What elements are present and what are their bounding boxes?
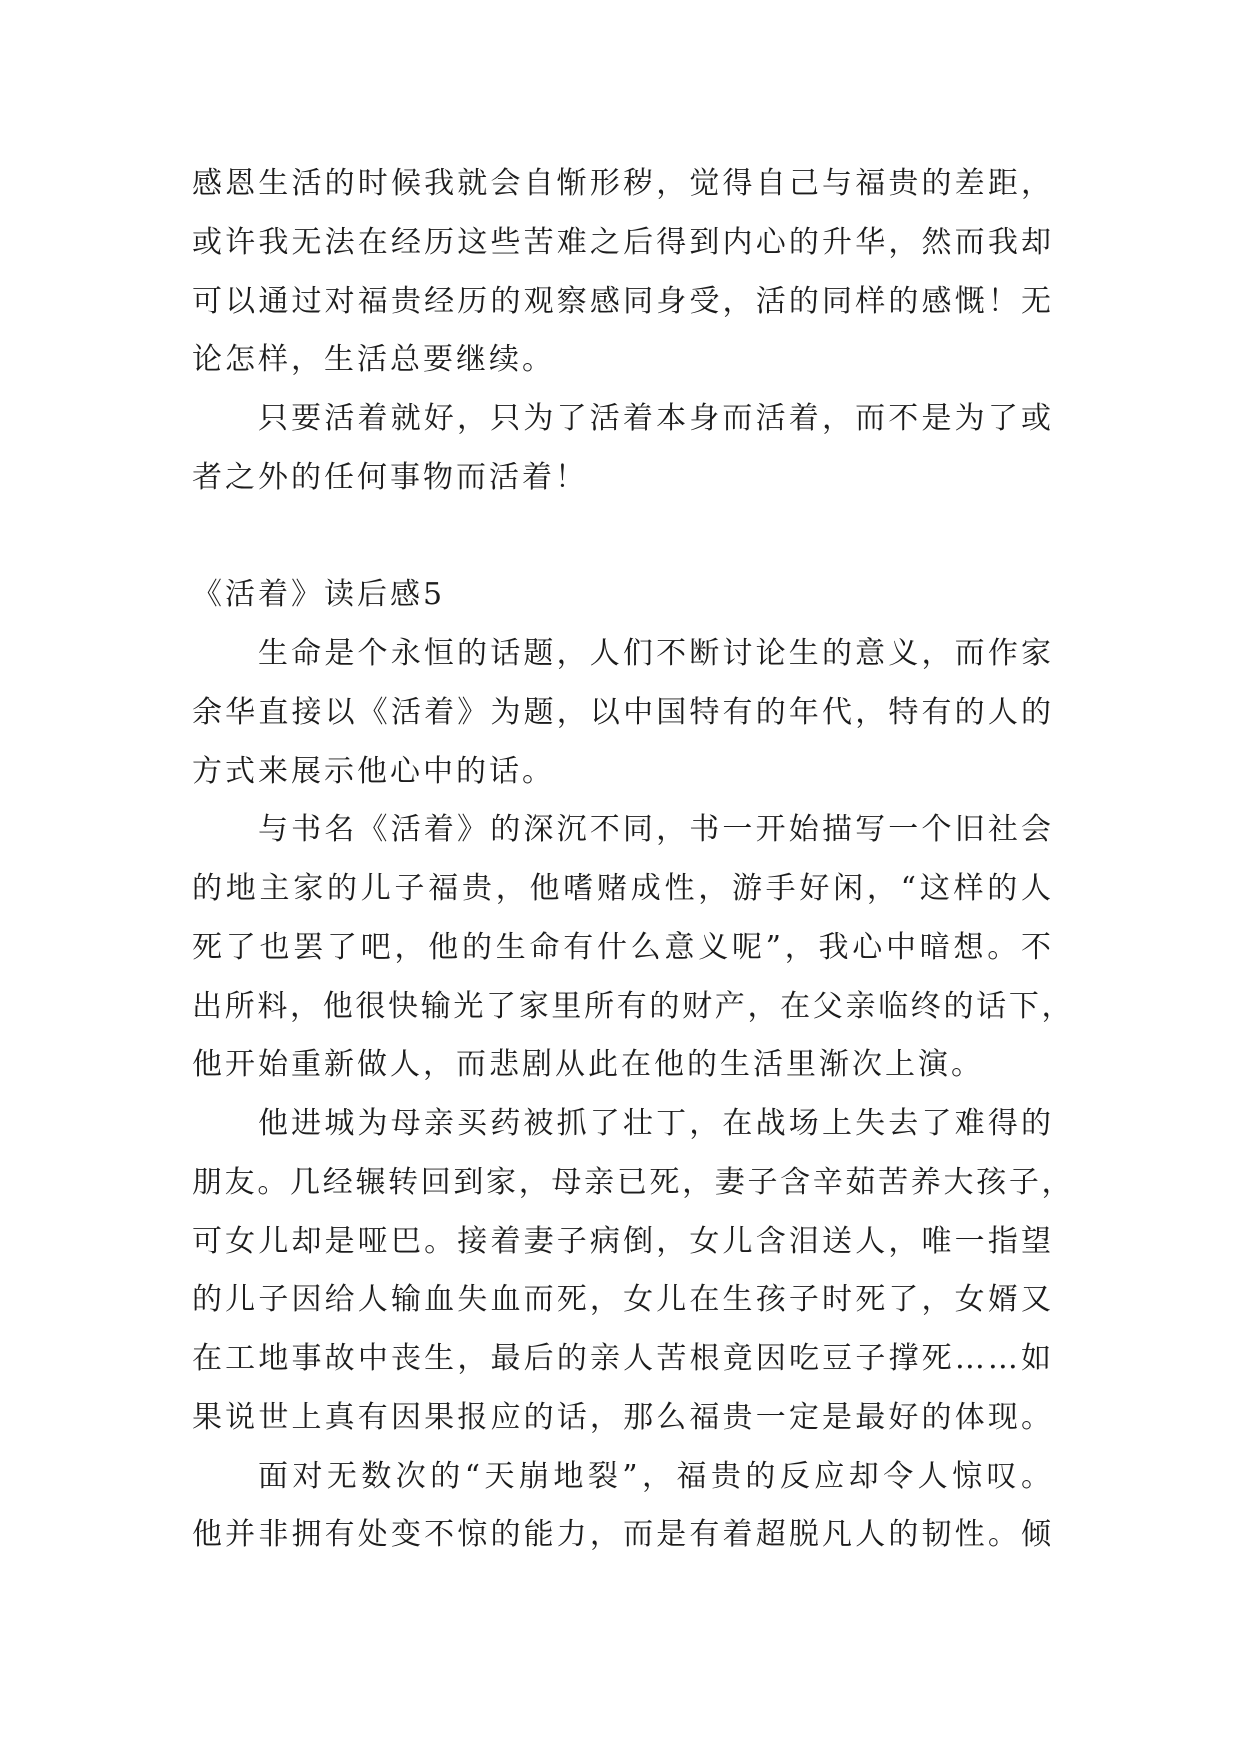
paragraph xyxy=(192,625,1082,801)
text-line: 方式来展示他心中的话。 xyxy=(192,753,555,789)
paragraph xyxy=(192,390,1082,508)
text-line: 面对无数次的“天崩地裂”，福贵的反应却令人惊叹。 xyxy=(258,1458,1054,1494)
text-line: 可女儿却是哑巴。接着妻子病倒，女儿含泪送人，唯一指望 xyxy=(192,1223,1054,1259)
text-line: 与书名《活着》的深沉不同，书一开始描写一个旧社会 xyxy=(258,812,1054,848)
text-line: 余华直接以《活着》为题，以中国特有的年代，特有的人的 xyxy=(192,694,1054,730)
text-line: 生命是个永恒的话题，人们不断讨论生的意义，而作家 xyxy=(258,636,1054,671)
text-line: 论怎样，生活总要继续。 xyxy=(192,342,555,378)
text-line: 死了也罢了吧，他的生命有什么意义呢”，我心中暗想。不 xyxy=(192,929,1054,965)
paragraph xyxy=(192,1095,1082,1448)
text-line: 出所料，他很快输光了家里所有的财产，在父亲临终的话下， xyxy=(192,988,1074,1024)
text-line: 可以通过对福贵经历的观察感同身受，活的同样的感慨！无 xyxy=(192,283,1054,319)
paragraph xyxy=(192,1448,1082,1566)
text-line: 在工地事故中丧生，最后的亲人苦根竟因吃豆子撑死……如 xyxy=(192,1341,1054,1376)
text-line: 朋友。几经辗转回到家，母亲已死，妻子含辛茹苦养大孩子， xyxy=(192,1164,1074,1200)
text-line: 者之外的任何事物而活着！ xyxy=(192,459,588,495)
text-line: 他开始重新做人，而悲剧从此在他的生活里渐次上演。 xyxy=(192,1047,984,1083)
text-line: 或许我无法在经历这些苦难之后得到内心的升华，然而我却 xyxy=(192,224,1054,260)
paragraph xyxy=(192,155,1082,390)
text-line: 果说世上真有因果报应的话，那么福贵一定是最好的体现。 xyxy=(192,1399,1054,1435)
paragraph xyxy=(192,801,1082,1095)
text-line: 他并非拥有处变不惊的能力，而是有着超脱凡人的韧性。倾 xyxy=(192,1517,1054,1553)
text-line: 只要活着就好，只为了活着本身而活着，而不是为了或 xyxy=(258,401,1054,436)
document-page xyxy=(192,155,1082,1565)
blank-line xyxy=(192,508,1054,567)
section-heading: 《活着》读后感5 xyxy=(192,577,446,613)
text-line: 感恩生活的时候我就会自惭形秽，觉得自己与福贵的差距， xyxy=(192,166,1054,201)
text-line: 的儿子因给人输血失血而死，女儿在生孩子时死了，女婿又 xyxy=(192,1282,1054,1318)
text-line: 他进城为母亲买药被抓了壮丁，在战场上失去了难得的 xyxy=(258,1106,1054,1141)
text-line: 的地主家的儿子福贵，他嗜赌成性，游手好闲，“这样的人 xyxy=(192,871,1054,906)
